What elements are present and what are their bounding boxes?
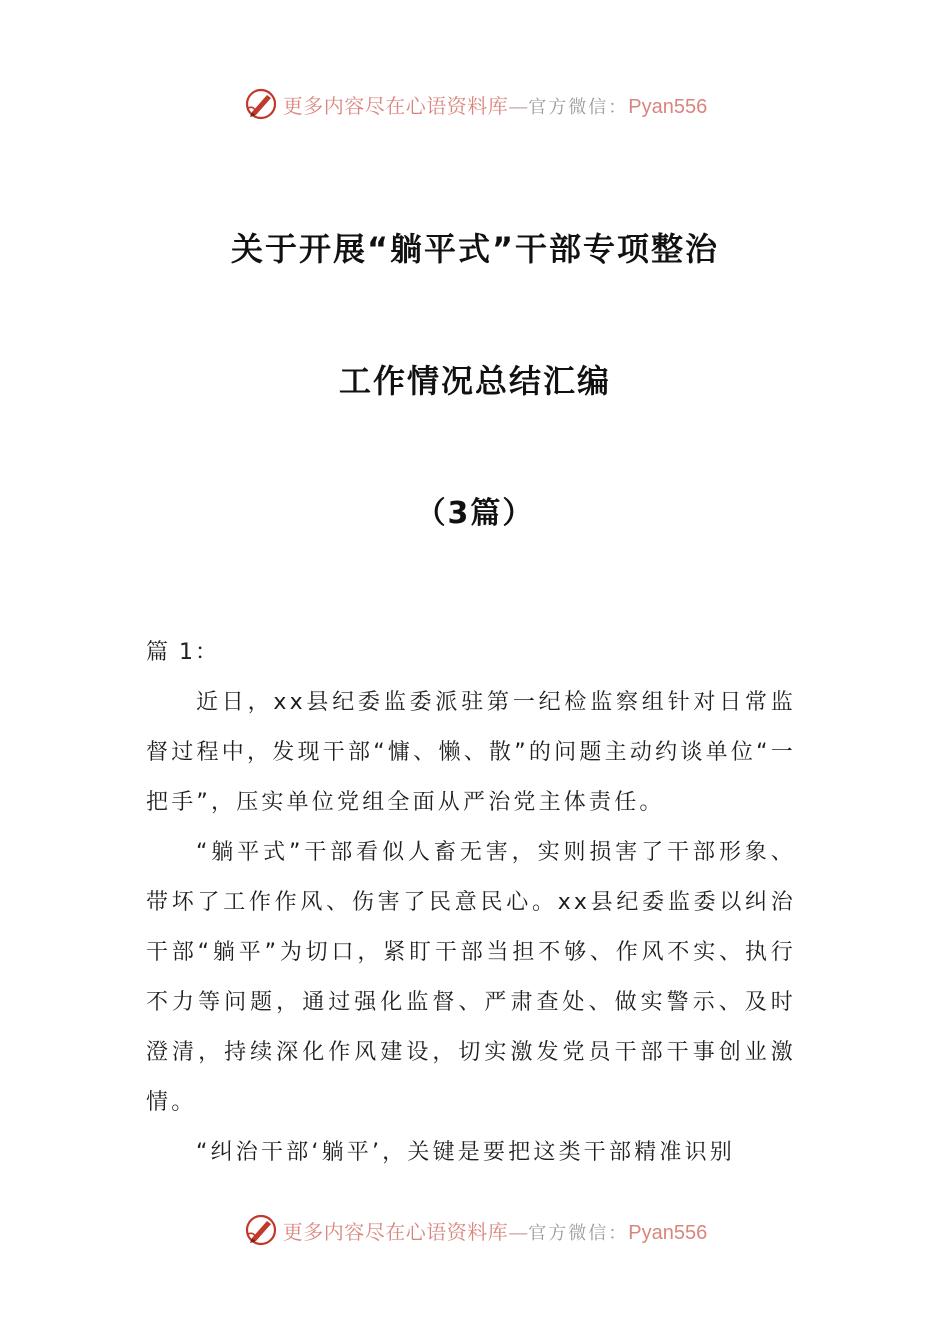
footer-watermark <box>0 1210 950 1250</box>
watermark-account-id: Pyan556 <box>628 1221 708 1244</box>
pen-logo-icon <box>243 1212 279 1248</box>
watermark-brand: 更多内容尽在心语资料库 <box>282 1219 509 1244</box>
document-body <box>146 628 796 1178</box>
watermark-channel-label: 官方微信： <box>528 96 629 118</box>
document-title-line-2: 工作情况总结汇编 <box>338 362 611 400</box>
watermark-text <box>283 1216 707 1245</box>
header-watermark <box>0 84 950 124</box>
paragraph-1: 近日，xx县纪委监委派驻第一纪检监察组针对日常监督过程中，发现干部“慵、懒、散”的问题主动约谈单位“一把手”，压实单位党组全面从严治党主体责任。 <box>146 690 796 815</box>
watermark-dash: — <box>508 1219 529 1244</box>
paragraph-3: “纠治干部‘躺平’，关键是要把这类干部精准识别 <box>196 1140 735 1165</box>
watermark-account-id: Pyan556 <box>628 95 708 118</box>
document-title-count: （3篇） <box>415 496 535 531</box>
watermark-channel-label: 官方微信： <box>528 1222 629 1244</box>
document-title-line-1: 关于开展“躺平式”干部专项整治 <box>230 230 720 268</box>
watermark-brand: 更多内容尽在心语资料库 <box>282 93 509 118</box>
section-label: 篇 1： <box>146 640 219 665</box>
paragraph-2: “躺平式”干部看似人畜无害，实则损害了干部形象、带坏了工作作风、伤害了民意民心。xx县纪委监委以纠治干部“躺平”为切口，紧盯干部当担不够、作风不实、执行不力等问题，通过强化监督、严肃查处、做实警示、及时澄清，持续深化作风建设，切实激发党员干部干事创业激情。 <box>146 840 796 1115</box>
watermark-dash: — <box>508 93 529 118</box>
watermark-text <box>283 90 707 119</box>
watermark-content <box>243 86 707 122</box>
watermark-content <box>243 1212 707 1248</box>
pen-logo-icon <box>243 86 279 122</box>
